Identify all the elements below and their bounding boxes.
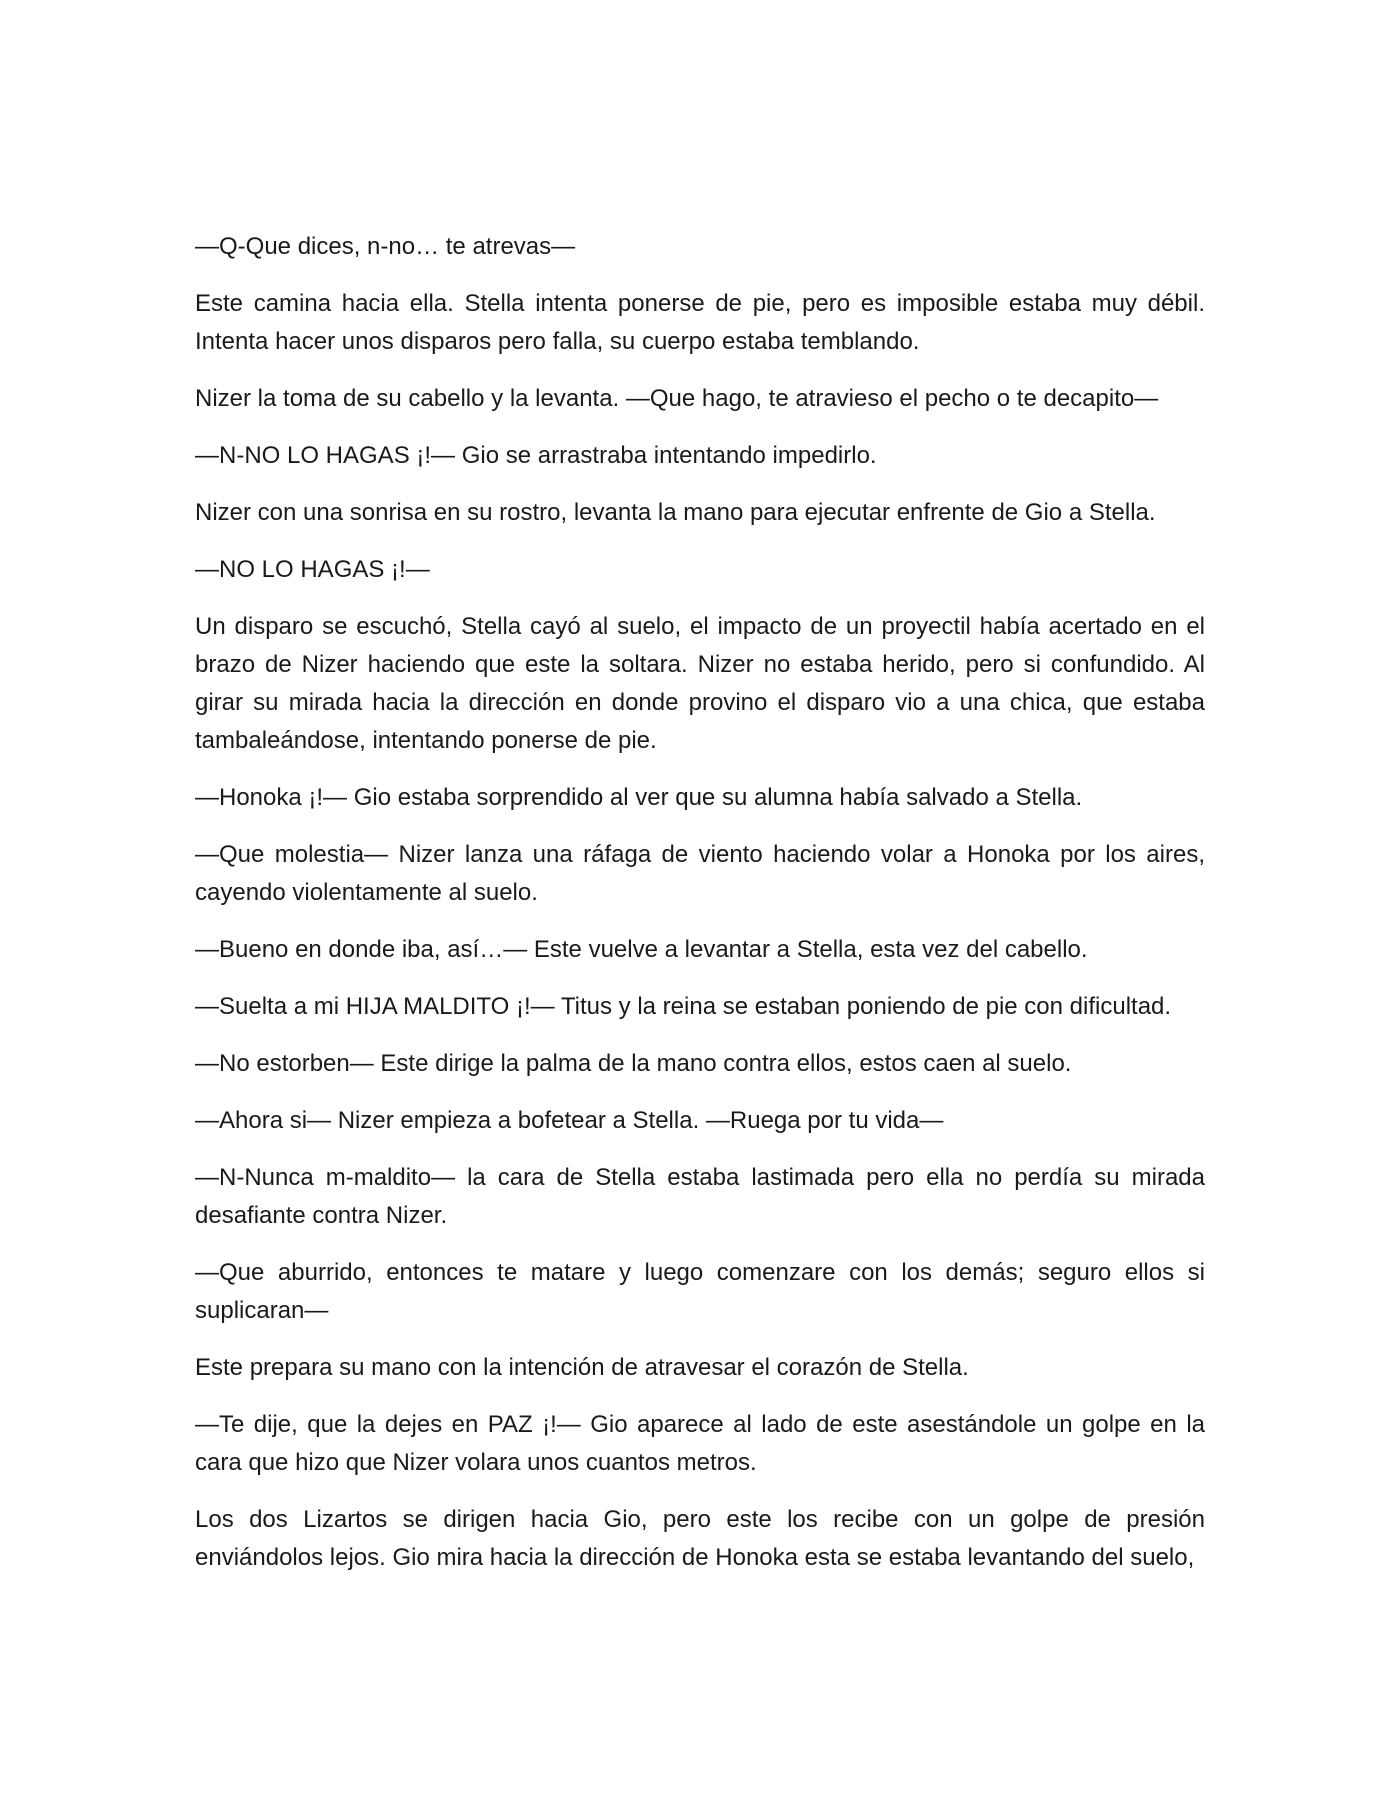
document-body	[195, 228, 1205, 1596]
paragraph: —Ahora si— Nizer empieza a bofetear a Stella. —Ruega por tu vida—	[195, 1107, 944, 1134]
paragraph: —N-NO LO HAGAS ¡!— Gio se arrastraba intentando impedirlo.	[195, 442, 877, 469]
paragraph: —NO LO HAGAS ¡!—	[195, 556, 430, 583]
paragraph: —N-Nunca m-maldito— la cara de Stella estaba lastimada pero ella no perdía su mirada desafiante contra Nizer.	[195, 1164, 1205, 1229]
paragraph: —Suelta a mi HIJA MALDITO ¡!— Titus y la reina se estaban poniendo de pie con dificultad.	[195, 993, 1172, 1020]
paragraph: Este prepara su mano con la intención de atravesar el corazón de Stella.	[195, 1354, 969, 1381]
paragraph: Los dos Lizartos se dirigen hacia Gio, pero este los recibe con un golpe de presión enviándolos lejos. Gio mira hacia la dirección de Honoka esta se estaba levantando del suelo,	[195, 1506, 1205, 1571]
paragraph: —Bueno en donde iba, así…— Este vuelve a levantar a Stella, esta vez del cabello.	[195, 936, 1088, 963]
paragraph: —Te dije, que la dejes en PAZ ¡!— Gio aparece al lado de este asestándole un golpe en la cara que hizo que Nizer volara unos cuantos metros.	[195, 1411, 1205, 1476]
paragraph: Este camina hacia ella. Stella intenta ponerse de pie, pero es imposible estaba muy débil. Intenta hacer unos disparos pero falla, su cuerpo estaba temblando.	[195, 290, 1205, 355]
paragraph: Un disparo se escuchó, Stella cayó al suelo, el impacto de un proyectil había acertado en el brazo de Nizer haciendo que este la soltara. Nizer no estaba herido, pero si confundido. Al girar su mirada hacia la dirección en donde provino el disparo vio a una chica, que estaba tambaleándose, intentando ponerse de pie.	[195, 613, 1205, 754]
paragraph: —Honoka ¡!— Gio estaba sorprendido al ver que su alumna había salvado a Stella.	[195, 784, 1083, 811]
paragraph: Nizer la toma de su cabello y la levanta. —Que hago, te atravieso el pecho o te decapito—	[195, 385, 1159, 412]
paragraph: Nizer con una sonrisa en su rostro, levanta la mano para ejecutar enfrente de Gio a Stella.	[195, 499, 1156, 526]
paragraph: —No estorben— Este dirige la palma de la mano contra ellos, estos caen al suelo.	[195, 1050, 1072, 1077]
paragraph: —Q-Que dices, n-no… te atrevas—	[195, 233, 576, 260]
paragraph: —Que aburrido, entonces te matare y luego comenzare con los demás; seguro ellos si suplicaran—	[195, 1259, 1205, 1324]
paragraph: —Que molestia— Nizer lanza una ráfaga de viento haciendo volar a Honoka por los aires, cayendo violentamente al suelo.	[195, 841, 1205, 906]
